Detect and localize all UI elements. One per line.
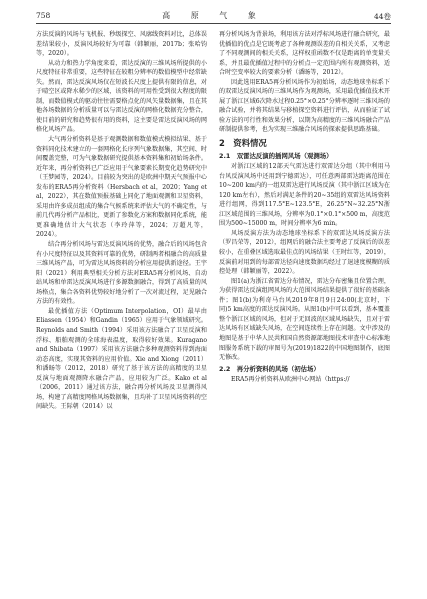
body-paragraph: 再分析风场为背景场，利用该方法对浮标风场进行融合研究，最优插值的优点是它既考虑了各种观测误差的自相关关系，又考虑了不同观测间的相关关系，这样权重函数不仅是距离的单变量关系，并且最优插值过程中的分析点一定范围内所有观测资料，适合时空变率较大的要素分析（潘旸等，2012）。 [219,31,390,77]
body-paragraph: 图1(a)为浙江省雷达分布情况，雷达分布密集且位置合理，为获得雷达反演组网风场的大范围风场结果提供了很好的基础条件；图1(b)为利奇马台风2019年8月9日24:00(北京时，下同)5 km高度的雷达反演风场。从图1(b)中可以看到，基本覆盖整个浙江区域的风场，但对于无回波的区域风场缺失，且对于雷达风场有区域缺失风场，在空间连续性上存在问题。文中涉及的地图是基于中华人民共和国自然资源部地图技术审查中心标准地图服务系统下载的审图号为(2019)1822的中国地图制作，底图无修改。 [219,277,390,362]
right-column [219,30,390,385]
body-paragraph: 大气再分析资料是基于观测数据和数值模式模拟结果、基于资料同化技术建立的一套网格化长序列气象数据集，其空间、时间覆盖完整，可为气象数据研究提供基本资料集和初始场条件。近年来，再分析资料已广泛应用于气象要素长期变化趋势研究中（王梦园等，2024）。目前较为突出的是欧洲中期天气预报中心发布的ERA5再分析资料（Hersbach et al，2020；Yang et al，2022），其在数值预报基础上同化了地面观测和卫星资料，采用由许多成员组成的集合气候系统来评估大气的不确定性，与前几代再分析产品相比，更新了参数化方案和数据同化系统，能更准确地估计大气状态（李玲萍等，2024；万超凡等，2024）。 [36,136,207,239]
section-heading: 2 资料情况 [219,138,267,149]
body-paragraph: 风场反演方法为动态地球坐标系下的双雷达风场反演方法（罗昌荣等，2012），组网后的融合法主要考虑了反演后的误差较小，在重叠区域选取最佳点的风场结果（王时红等，2019），反演前对用到的每部雷达径向速度数据均经过了退速度模糊的质控处理（韩颖丽等，2022）。 [219,229,390,276]
subsection-heading: 2.1 双雷达反演的插网风场（观测场） [219,151,333,160]
running-header [36,10,391,24]
left-column [36,30,207,412]
journal-title: 高 原 气 象 [162,11,265,20]
volume-label: 44卷 [373,12,391,21]
body-paragraph: 因此选用ERA5再分析风场作为初始场，动态地球坐标系下的双雷达反演风场的三维风场作为观测场，采用最优插值技术开展了浙江区域6次降水过程0.25°×0.25°分辨率逐时三维风场的融合试验，并将其结果与移植探空资料进行评估，从而验证了试验方法的可行性和效果分析，以期为高精度的三维风场融合产品研制提供参考，也为实现三维融合风场的探索提供思路基础。 [219,78,390,134]
body-paragraph: 方法反演的风场与飞机报、秒级探空、风廓线资料对比，总体误差结果较小，反演风场较好为可靠（韩颖丽，2017b；张哈钧等，2020）。 [36,31,207,58]
subsection-heading: 2.2 再分析资料的风场（初估场） [219,364,320,373]
page-number: 758 [36,11,51,20]
body-paragraph: 从动力和热力学角度来看，雷达反演的三维风场所提供的小尺度特征非常重要，这些特征在较粗分辨率的数值模型中经常缺失。然而，雷达反演风场仅在短波长尺度上提供有限的信息，对于晴空区或降水稀少的区域，该资料的可用性受到很大程度的限制，而数值模式的驱动往往需要格点化的风矢量数据集，且在其他各场数据的分析质量可以与雷达反演的网格化数据充分整合，使目前的研究和趋势很有用的资料，这主要是雷达反演风场的网格化风场产品。 [36,59,207,134]
body-paragraph: 最优插值方法（Optimum Interpolation，OI）最早由Eliassen（1954）和Gandin（1965）应用于气象领域研究。Reynolds and Smith（1994）采用该方法融合了卫星反演和浮标、船舶观测的全球海表温度，取得较好效果。Kuragano and Shibata（1997）采用该方法融合多种观测资料得到海面动态高度，实现其资料的应用价值。Xie and Xiong（2011）和潘旸等（2012，2018）研究了基于该方法的高精度的卫星反演与地面观测降水融合产品，应用较为广泛。Kako et al（2006，2011）通过该方法，融合再分析风场及卫星测得风场，构建了高精度网格风场数据集，且均补了卫星风场资料的空间缺失。王际朝（2014）以 [36,307,207,411]
body-paragraph: 结合再分析风场与雷达反演风场的优势，融合后的风场包含有小尺度特征以及其资料可靠的优势，研制两者相融合的高质量三维风场产品，可为雷达风场资料的分析应用提供新途径。王宇阳（2021）利用典型相关分析方法对ERA5再分析风场、自动站风场和单雷达反演风场进行多源数据融合，得到了高质量的风场格点，集合各资料优势较好地分析了一次对流过程，足见融合方法的有效性。 [36,241,207,306]
body-paragraph: ERA5再分析资料从欧洲中心网站（https:// [231,376,350,384]
body-paragraph: 对浙江区域的12部天气雷达进行双雷达分组（其中利用马台风反演风场中还用到宁德雷达），可任意两部雷达距离范围在10~200 km内的一组双雷达进行风场反演（其中浙江区域为在120 km左右），然后对满足条件的20~35组的双雷达风场资料进行组网，得到117.5°E~123.5°E，26.25°N~32.25°N浙江区域范围的三维风场，分辨率为0.1°×0.1°×500 m，高度范围为500~15000 m，时间分辨率为6 min。 [219,163,390,228]
header-rule [36,23,391,24]
